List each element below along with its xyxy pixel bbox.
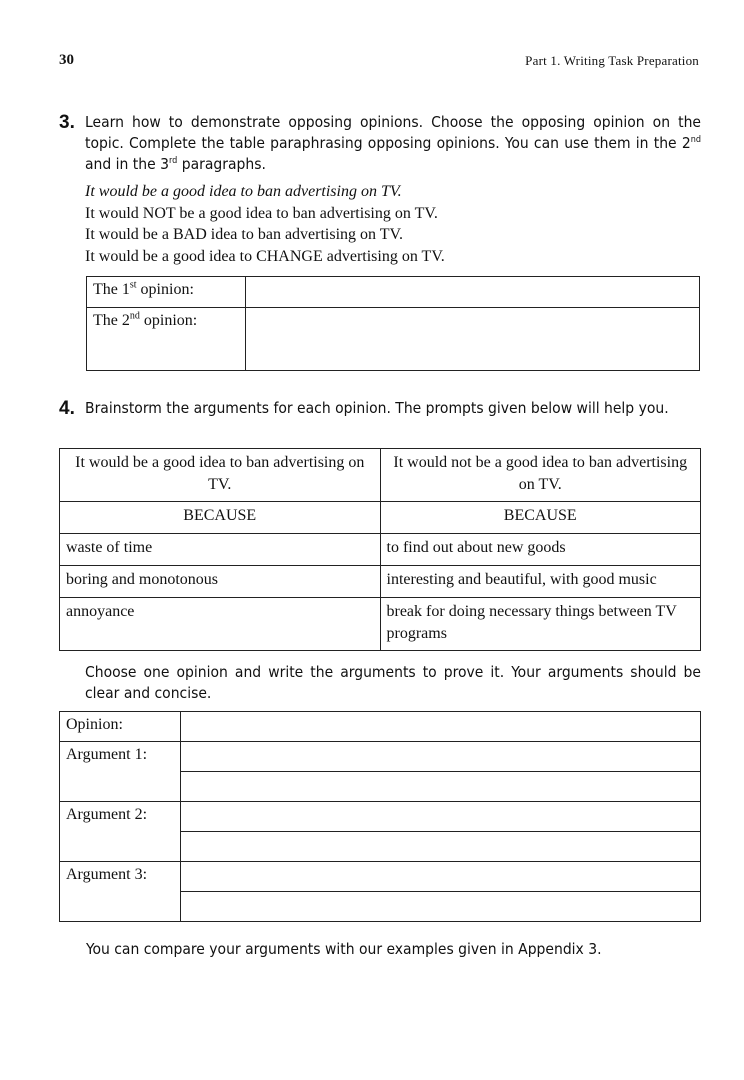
argument-1-field-line[interactable] xyxy=(181,772,701,802)
example-line: It would be a good idea to ban advertising on TV. xyxy=(85,183,402,200)
header-pro-ban: It would be a good idea to ban advertising on TV. xyxy=(60,449,381,502)
table-cell: boring and monotonous xyxy=(60,566,381,598)
your-arguments-table xyxy=(59,711,701,922)
argument-3-field-line[interactable] xyxy=(181,892,701,922)
second-opinion-label: The 2nd opinion: xyxy=(87,308,246,371)
example-line: It would be a BAD idea to ban advertising on TV. xyxy=(85,226,404,243)
because-right: BECAUSE xyxy=(380,502,701,534)
argument-1-label: Argument 1: xyxy=(60,742,181,802)
task-3 xyxy=(59,112,701,267)
because-left: BECAUSE xyxy=(60,502,381,534)
header-against-ban: It would not be a good idea to ban advertising on TV. xyxy=(380,449,701,502)
example-line: It would NOT be a good idea to ban advertising on TV. xyxy=(85,204,438,222)
task-4-instruction: Brainstorm the arguments for each opinion. The prompts given below will help you. xyxy=(85,399,669,417)
argument-3-label: Argument 3: xyxy=(60,862,181,922)
argument-2-label: Argument 2: xyxy=(60,802,181,862)
task-3-instruction: Learn how to demonstrate opposing opinions. Choose the opposing opinion on the topic. Complete the table paraphrasing opposing opinions. You can use them in the 2nd and in the 3rd paragraphs. xyxy=(85,113,701,173)
first-opinion-field[interactable] xyxy=(246,277,700,308)
table-cell: interesting and beautiful, with good music xyxy=(380,566,701,598)
appendix-note: You can compare your arguments with our examples given in Appendix 3. xyxy=(86,940,602,958)
first-opinion-label: The 1st opinion: xyxy=(87,277,246,308)
page-number: 30 xyxy=(59,52,74,68)
task-4 xyxy=(59,398,701,419)
task-3-examples xyxy=(85,181,701,267)
task-4-number: 4. xyxy=(59,398,75,419)
table-cell: break for doing necessary things between TV programs xyxy=(380,598,701,651)
argument-2-field-line[interactable] xyxy=(181,802,701,832)
opinions-table xyxy=(86,276,700,371)
running-head: Part 1. Writing Task Preparation xyxy=(525,53,699,68)
opinion-field[interactable] xyxy=(181,712,701,742)
task-3-number: 3. xyxy=(59,112,75,133)
argument-2-field-line[interactable] xyxy=(181,832,701,862)
table-cell: to find out about new goods xyxy=(380,534,701,566)
example-line: It would be a good idea to CHANGE advertising on TV. xyxy=(85,247,445,265)
argument-3-field-line[interactable] xyxy=(181,862,701,892)
choose-opinion-text: Choose one opinion and write the arguments to prove it. Your arguments should be clear and concise. xyxy=(85,663,701,702)
table-cell: waste of time xyxy=(60,534,381,566)
table-cell: annoyance xyxy=(60,598,381,651)
opinion-label: Opinion: xyxy=(60,712,181,742)
argument-1-field-line[interactable] xyxy=(181,742,701,772)
second-opinion-field[interactable] xyxy=(246,308,700,371)
arguments-prompts-table xyxy=(59,448,701,651)
